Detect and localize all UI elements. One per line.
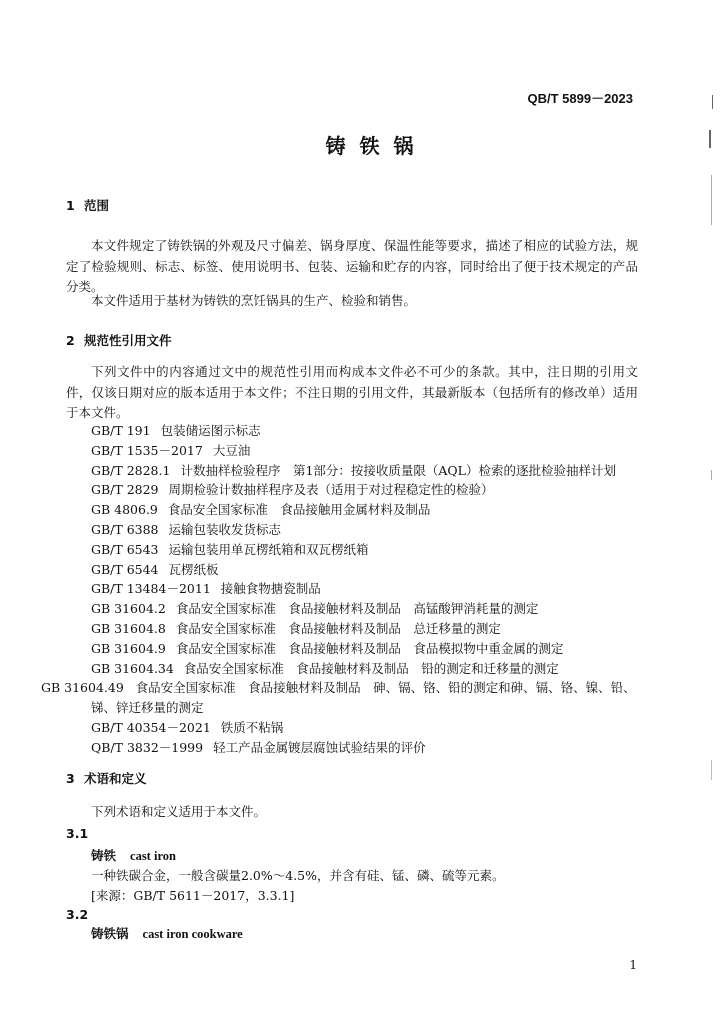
reference-code: GB 31604.8 (91, 620, 166, 636)
scan-artifact (711, 470, 712, 480)
reference-item (91, 599, 639, 619)
scope-paragraph-1: 本文件规定了铸铁锅的外观及尺寸偏差、锅身厚度、保温性能等要求，描述了相应的试验方法，规定了检验规则、标志、标签、使用说明书、包装、运输和贮存的内容，同时给出了便于技术规定的产品分类。 (66, 238, 638, 294)
term-definition: 一种铁碳合金，一般含碳量2.0%～4.5%，并含有硅、锰、磷、硫等元素。 (91, 868, 505, 883)
reference-item (91, 718, 639, 738)
reference-title: 食品安全国家标准 食品接触材料及制品 高锰酸钾消耗量的测定 (175, 601, 539, 617)
reference-title: 食品安全国家标准 食品接触材料及制品 总迁移量的测定 (175, 620, 501, 636)
reference-item (91, 579, 639, 599)
reference-code: GB 31604.34 (91, 660, 174, 676)
reference-title: 瓦楞纸板 (168, 561, 219, 577)
reference-item (91, 441, 639, 461)
reference-list (41, 421, 639, 758)
section-number: 1 (66, 198, 75, 213)
reference-title: 食品安全国家标准 食品接触材料及制品 食品模拟物中重金属的测定 (175, 640, 564, 656)
reference-code: GB 4806.9 (91, 502, 158, 518)
reference-item (91, 659, 639, 679)
section-title: 范围 (84, 198, 110, 213)
scan-artifact (711, 760, 712, 780)
term-en: cast iron (130, 849, 176, 863)
reference-title: 轻工产品金属镀层腐蚀试验结果的评价 (213, 739, 426, 755)
scope-paragraph-2: 本文件适用于基材为铸铁的烹饪锅具的生产、检验和销售。 (91, 293, 417, 308)
term-zh: 铸铁 (91, 848, 117, 863)
reference-title: 计数抽样检验程序 第1部分：按接收质量限（AQL）检索的逐批检验抽样计划 (180, 462, 616, 478)
reference-code: GB 31604.9 (91, 640, 166, 656)
scan-artifact (712, 95, 713, 109)
normative-intro: 下列文件中的内容通过文中的规范性引用而构成本文件必不可少的条款。其中，注日期的引用文件，仅该日期对应的版本适用于本文件；不注日期的引用文件，其最新版本（包括所有的修改单）适用于本文件。 (66, 364, 638, 420)
section-title: 规范性引用文件 (84, 333, 172, 348)
section-number: 3 (66, 771, 75, 786)
reference-code: GB/T 13484－2011 (91, 581, 211, 597)
scan-artifact (709, 130, 711, 148)
term-zh: 铸铁锅 (91, 926, 129, 941)
term-number: 3.2 (66, 907, 89, 922)
reference-code: GB/T 1535－2017 (91, 442, 203, 458)
reference-item (91, 560, 639, 580)
reference-code: GB/T 191 (91, 423, 151, 438)
reference-item (91, 639, 639, 659)
term-number: 3.1 (66, 826, 89, 841)
reference-title: 食品安全国家标准 食品接触用金属材料及制品 (167, 502, 431, 518)
terms-intro: 下列术语和定义适用于本文件。 (91, 804, 267, 819)
reference-title: 食品安全国家标准 食品接触材料及制品 铅的测定和迁移量的测定 (183, 660, 559, 676)
reference-code: GB/T 2829 (91, 482, 159, 498)
reference-title: 周期检验计数抽样程序及表（适用于对过程稳定性的检验） (168, 482, 494, 498)
reference-code: GB/T 6388 (91, 521, 159, 537)
reference-title: 运输包装收发货标志 (168, 521, 282, 537)
section-number: 2 (66, 333, 75, 348)
term-source: [来源：GB/T 5611－2017，3.3.1] (91, 888, 295, 903)
reference-title: 大豆油 (212, 442, 251, 458)
document-title: 铸铁锅 (325, 134, 428, 158)
reference-code: QB/T 3832－1999 (91, 739, 204, 755)
reference-title: 运输包装用单瓦楞纸箱和双瓦楞纸箱 (168, 541, 369, 557)
scan-artifact (711, 175, 712, 225)
reference-title: 食品安全国家标准 食品接触材料及制品 砷、镉、铬、铅的测定和砷、镉、铬、镍、铅、锑、锌迁移量的测定 (91, 680, 636, 716)
section-heading-scope (66, 196, 109, 214)
standard-code: QB/T 5899－2023 (527, 91, 633, 106)
reference-code: GB 31604.49 (41, 680, 124, 696)
reference-item (91, 461, 639, 481)
reference-title: 包装储运图示标志 (160, 423, 261, 438)
section-title: 术语和定义 (84, 771, 147, 786)
reference-item (41, 678, 639, 718)
reference-item (91, 619, 639, 639)
reference-item (91, 500, 639, 520)
term-heading (91, 924, 243, 942)
reference-item (91, 421, 639, 441)
reference-item (91, 738, 639, 758)
term-en: cast iron cookware (142, 927, 243, 941)
reference-item (91, 520, 639, 540)
term-heading (91, 846, 176, 864)
reference-code: GB/T 2828.1 (91, 462, 171, 478)
reference-code: GB/T 6543 (91, 541, 159, 557)
reference-code: GB 31604.2 (91, 601, 166, 617)
reference-title: 铁质不粘锅 (220, 719, 284, 735)
reference-code: GB/T 40354－2021 (91, 719, 211, 735)
reference-title: 接触食物搪瓷制品 (220, 581, 321, 597)
page-number: 1 (629, 958, 637, 972)
reference-code: GB/T 6544 (91, 561, 159, 577)
reference-item (91, 540, 639, 560)
reference-item (91, 480, 639, 500)
section-heading-normative (66, 331, 172, 349)
section-heading-terms (66, 769, 147, 787)
